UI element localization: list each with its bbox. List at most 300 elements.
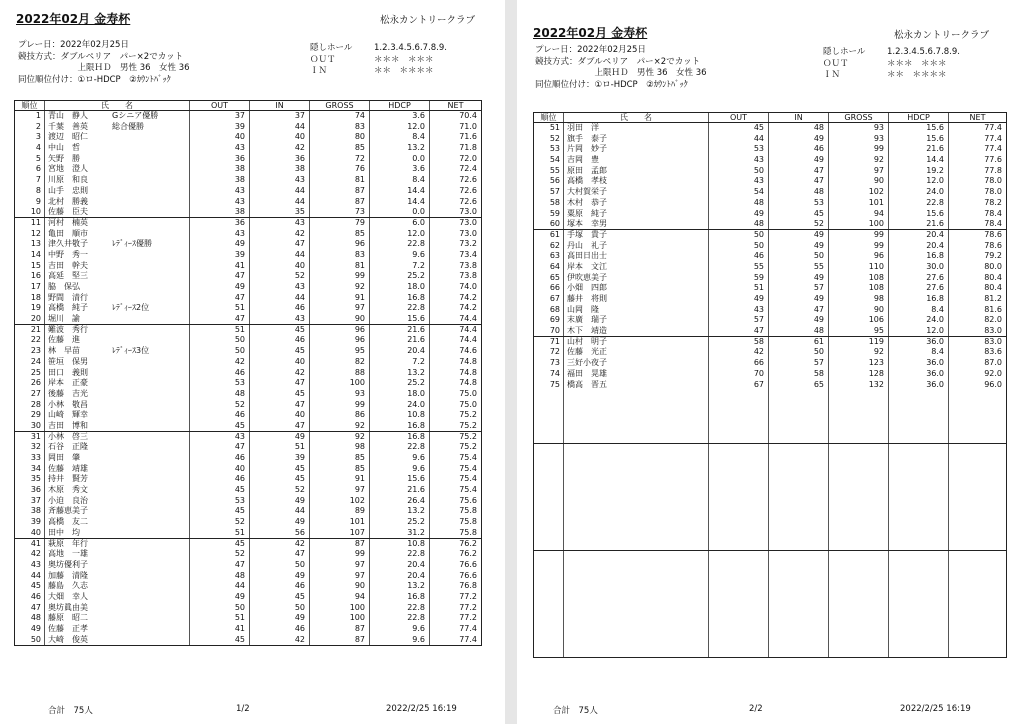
gross-cell bbox=[829, 444, 889, 455]
net-cell bbox=[949, 604, 1006, 615]
in-cell: 46 bbox=[250, 581, 310, 592]
hdcp-cell: 16.8 bbox=[889, 294, 949, 305]
table-row bbox=[15, 175, 481, 186]
hdcp-cell bbox=[889, 390, 949, 401]
name-cell bbox=[45, 389, 190, 400]
gross-cell: 80 bbox=[310, 132, 370, 143]
col-out: OUT bbox=[709, 113, 769, 122]
out-cell bbox=[709, 615, 769, 626]
hdcp-cell: 21.6 bbox=[370, 325, 430, 336]
out-cell bbox=[709, 465, 769, 476]
rank-cell: 28 bbox=[15, 400, 45, 411]
in-cell: 46 bbox=[250, 624, 310, 635]
name-cell bbox=[45, 186, 190, 197]
name-cell bbox=[45, 432, 190, 443]
hdcp-cell: 14.4 bbox=[370, 197, 430, 208]
player-name: 片岡 妙子 bbox=[567, 144, 607, 154]
in-cell: 51 bbox=[250, 442, 310, 453]
gross-cell: 128 bbox=[829, 369, 889, 380]
in-cell: 40 bbox=[250, 410, 310, 421]
rank-cell: 26 bbox=[15, 378, 45, 389]
in-cell: 47 bbox=[769, 305, 829, 316]
table-row bbox=[15, 464, 481, 475]
name-cell bbox=[45, 442, 190, 453]
hdcp-cell: 21.6 bbox=[370, 335, 430, 346]
in-cell: 49 bbox=[250, 571, 310, 582]
print-timestamp: 2022/2/25 16:19 bbox=[386, 704, 457, 714]
gross-cell bbox=[829, 476, 889, 487]
in-cell: 47 bbox=[250, 421, 310, 431]
name-cell bbox=[45, 335, 190, 346]
player-name: 奥坊眞由美 bbox=[48, 602, 88, 612]
in-cell: 65 bbox=[769, 380, 829, 391]
in-cell: 49 bbox=[769, 273, 829, 284]
hdcp-cell: 15.6 bbox=[889, 209, 949, 220]
gross-cell: 101 bbox=[310, 517, 370, 528]
in-cell bbox=[769, 561, 829, 572]
net-cell: 74.0 bbox=[459, 282, 477, 291]
player-name: 小畑 四郎 bbox=[567, 283, 607, 293]
gross-cell: 91 bbox=[310, 293, 370, 304]
out-cell: 59 bbox=[709, 273, 769, 284]
out-cell: 40 bbox=[190, 132, 250, 143]
rank-cell bbox=[534, 454, 564, 465]
out-cell bbox=[709, 572, 769, 583]
net-cell: 74.4 bbox=[459, 314, 477, 324]
name-cell bbox=[564, 390, 709, 401]
player-name: 吉岡 豊 bbox=[567, 155, 599, 165]
name-cell bbox=[564, 486, 709, 497]
in-cell bbox=[769, 497, 829, 508]
hdcp-cell: 18.0 bbox=[370, 389, 430, 400]
rank-cell bbox=[534, 636, 564, 647]
net-cell: 75.8 bbox=[459, 527, 477, 537]
out-cell: 50 bbox=[190, 603, 250, 614]
col-in: IN bbox=[250, 101, 310, 110]
hdcp-cell: 22.8 bbox=[370, 613, 430, 624]
name-cell bbox=[45, 122, 190, 133]
out-cell bbox=[709, 551, 769, 562]
table-row bbox=[15, 218, 481, 229]
rank-cell: 29 bbox=[15, 410, 45, 421]
net-cell bbox=[949, 497, 1006, 508]
hdcp-cell bbox=[889, 412, 949, 423]
net-cell: 78.4 bbox=[984, 208, 1002, 218]
out-cell: 47 bbox=[709, 326, 769, 336]
net-cell: 74.8 bbox=[459, 378, 477, 388]
in-cell: 61 bbox=[769, 337, 829, 348]
net-cell: 71.8 bbox=[459, 143, 477, 153]
table-row bbox=[534, 262, 1006, 273]
award-label: ﾚﾃﾞｨｰｽ3位 bbox=[112, 346, 150, 356]
hdcp-cell: 9.6 bbox=[370, 624, 430, 635]
hdcp-cell: 36.0 bbox=[889, 337, 949, 348]
name-cell bbox=[564, 444, 709, 455]
rank-cell: 70 bbox=[534, 326, 564, 336]
rank-cell bbox=[534, 433, 564, 443]
out-cell: 51 bbox=[709, 283, 769, 294]
player-name: 脇 保弘 bbox=[48, 282, 80, 291]
table-row bbox=[534, 187, 1006, 198]
name-cell bbox=[45, 592, 190, 603]
out-cell: 48 bbox=[709, 219, 769, 229]
in-cell: 49 bbox=[250, 496, 310, 507]
net-cell: 75.2 bbox=[459, 431, 477, 441]
hdcp-cell: 18.0 bbox=[370, 282, 430, 293]
rank-cell: 71 bbox=[534, 337, 564, 348]
name-cell bbox=[45, 624, 190, 635]
net-cell bbox=[949, 422, 1006, 433]
player-name: 佐藤 靖雄 bbox=[48, 463, 88, 473]
rank-cell bbox=[534, 572, 564, 583]
in-cell: 46 bbox=[250, 303, 310, 314]
out-cell: 50 bbox=[709, 241, 769, 252]
in-cell bbox=[769, 433, 829, 443]
table-row bbox=[534, 230, 1006, 241]
in-cell bbox=[769, 508, 829, 519]
player-name: 藤井 将則 bbox=[567, 294, 607, 303]
footer-total: 合計 75人 bbox=[553, 706, 598, 716]
player-name: 林 早苗 bbox=[48, 346, 80, 356]
player-name: 吉田 博和 bbox=[48, 420, 88, 430]
table-row bbox=[15, 186, 481, 197]
net-cell: 77.6 bbox=[984, 155, 1002, 165]
name-cell bbox=[564, 283, 709, 294]
player-name: 旗手 泰子 bbox=[567, 133, 607, 143]
player-name: 野間 清行 bbox=[48, 292, 88, 302]
net-cell: 81.2 bbox=[984, 294, 1002, 303]
name-cell bbox=[45, 485, 190, 496]
gross-cell: 96 bbox=[829, 251, 889, 262]
out-cell: 58 bbox=[709, 337, 769, 348]
gross-cell: 90 bbox=[310, 314, 370, 324]
hdcp-cell: 16.8 bbox=[370, 293, 430, 304]
gross-cell bbox=[829, 497, 889, 508]
net-cell: 73.8 bbox=[459, 260, 477, 270]
hdcp-cell: 9.6 bbox=[370, 635, 430, 646]
net-cell: 73.0 bbox=[459, 228, 477, 238]
col-out: OUT bbox=[190, 101, 250, 110]
table-row bbox=[534, 412, 1006, 423]
in-cell: 47 bbox=[250, 400, 310, 411]
out-cell: 46 bbox=[709, 251, 769, 262]
net-cell: 75.8 bbox=[459, 517, 477, 527]
out-cell bbox=[709, 529, 769, 540]
hdcp-cell: 8.4 bbox=[370, 175, 430, 186]
gross-cell: 94 bbox=[310, 592, 370, 603]
rank-cell: 60 bbox=[534, 219, 564, 229]
gross-cell: 92 bbox=[310, 432, 370, 443]
table-row bbox=[534, 144, 1006, 155]
hdcp-cell bbox=[889, 572, 949, 583]
col-in: IN bbox=[769, 113, 829, 122]
out-cell: 39 bbox=[190, 122, 250, 133]
name-cell bbox=[564, 476, 709, 487]
name-cell bbox=[564, 369, 709, 380]
table-row bbox=[15, 261, 481, 272]
name-cell bbox=[45, 464, 190, 475]
rank-cell bbox=[534, 551, 564, 562]
in-cell: 52 bbox=[769, 219, 829, 229]
net-cell bbox=[949, 615, 1006, 626]
player-name: 高橋 純子 bbox=[48, 303, 88, 313]
out-cell: 43 bbox=[709, 305, 769, 316]
hdcp-cell bbox=[889, 636, 949, 647]
player-name: 笹垣 保男 bbox=[48, 356, 88, 366]
table-row bbox=[534, 369, 1006, 380]
net-cell: 75.2 bbox=[459, 420, 477, 430]
in-cell: 42 bbox=[250, 143, 310, 154]
gross-cell: 83 bbox=[310, 250, 370, 261]
out-cell: 45 bbox=[190, 485, 250, 496]
rank-cell: 25 bbox=[15, 368, 45, 379]
net-cell: 74.4 bbox=[459, 324, 477, 334]
name-cell bbox=[564, 625, 709, 636]
out-cell: 45 bbox=[190, 539, 250, 550]
rank-cell bbox=[534, 615, 564, 626]
net-cell: 73.0 bbox=[459, 207, 477, 217]
gross-cell bbox=[829, 551, 889, 562]
net-cell: 75.0 bbox=[459, 399, 477, 409]
table-row bbox=[534, 305, 1006, 316]
gross-cell bbox=[829, 412, 889, 423]
table-row bbox=[15, 592, 481, 603]
name-cell bbox=[45, 496, 190, 507]
in-cell: 35 bbox=[250, 207, 310, 217]
table-row bbox=[534, 134, 1006, 145]
net-cell: 74.4 bbox=[459, 335, 477, 345]
player-name: 佐藤 臣夫 bbox=[48, 207, 88, 217]
name-cell bbox=[45, 197, 190, 208]
name-cell bbox=[45, 175, 190, 186]
in-cell: 44 bbox=[250, 293, 310, 304]
gross-cell: 97 bbox=[310, 485, 370, 496]
net-cell bbox=[949, 625, 1006, 636]
gross-cell: 99 bbox=[829, 230, 889, 241]
net-cell: 77.2 bbox=[459, 602, 477, 612]
name-cell bbox=[45, 293, 190, 304]
out-cell: 45 bbox=[190, 635, 250, 646]
name-cell bbox=[564, 337, 709, 348]
hdcp-cell: 36.0 bbox=[889, 358, 949, 369]
table-header bbox=[15, 101, 481, 111]
player-name: 小林 啓三 bbox=[48, 431, 88, 441]
out-cell: 52 bbox=[190, 549, 250, 560]
out-cell: 53 bbox=[190, 496, 250, 507]
in-cell: 56 bbox=[250, 528, 310, 538]
footer-total: 合計 75人 bbox=[48, 706, 93, 716]
rank-cell: 11 bbox=[15, 218, 45, 229]
net-cell: 75.0 bbox=[459, 388, 477, 398]
net-cell bbox=[949, 572, 1006, 583]
hdcp-cell: 24.0 bbox=[370, 400, 430, 411]
rank-cell: 53 bbox=[534, 144, 564, 155]
out-cell: 57 bbox=[709, 315, 769, 326]
in-cell: 44 bbox=[250, 250, 310, 261]
in-cell: 50 bbox=[250, 603, 310, 614]
table-row bbox=[534, 540, 1006, 551]
rank-cell bbox=[534, 401, 564, 412]
rank-cell bbox=[534, 497, 564, 508]
in-cell: 47 bbox=[250, 378, 310, 389]
net-cell: 83.0 bbox=[984, 336, 1002, 346]
out-cell: 44 bbox=[709, 134, 769, 145]
out-cell bbox=[709, 454, 769, 465]
in-cell bbox=[769, 572, 829, 583]
gross-cell: 100 bbox=[310, 613, 370, 624]
out-cell bbox=[709, 508, 769, 519]
in-cell: 45 bbox=[250, 592, 310, 603]
rank-cell: 49 bbox=[15, 624, 45, 635]
rank-cell: 72 bbox=[534, 347, 564, 358]
in-cell bbox=[769, 540, 829, 550]
in-cell bbox=[769, 444, 829, 455]
gross-cell: 98 bbox=[310, 442, 370, 453]
out-cell: 51 bbox=[190, 528, 250, 538]
rank-cell: 68 bbox=[534, 305, 564, 316]
name-cell bbox=[564, 123, 709, 134]
hdcp-cell: 15.6 bbox=[370, 474, 430, 485]
hdcp-cell bbox=[889, 422, 949, 433]
player-name: 高田日出士 bbox=[567, 251, 607, 261]
hdcp-cell bbox=[889, 625, 949, 636]
in-cell: 43 bbox=[250, 314, 310, 324]
gross-cell: 132 bbox=[829, 380, 889, 391]
out-cell: 41 bbox=[190, 624, 250, 635]
player-name: 岸本 正豪 bbox=[48, 378, 88, 388]
hdcp-cell bbox=[889, 518, 949, 529]
name-cell bbox=[564, 294, 709, 305]
net-cell: 73.0 bbox=[459, 217, 477, 227]
in-cell bbox=[769, 476, 829, 487]
gross-cell: 101 bbox=[829, 198, 889, 209]
out-cell: 46 bbox=[190, 410, 250, 421]
name-cell bbox=[45, 378, 190, 389]
gross-cell: 85 bbox=[310, 464, 370, 475]
hdcp-cell: 13.2 bbox=[370, 506, 430, 517]
net-cell: 71.6 bbox=[459, 132, 477, 142]
player-name: 小迫 良治 bbox=[48, 495, 88, 505]
out-cell bbox=[709, 561, 769, 572]
name-cell bbox=[45, 229, 190, 240]
gross-cell bbox=[829, 486, 889, 497]
hdcp-cell: 20.4 bbox=[889, 241, 949, 252]
rank-cell: 5 bbox=[15, 154, 45, 165]
net-cell: 75.8 bbox=[459, 506, 477, 516]
rank-cell: 61 bbox=[534, 230, 564, 241]
hdcp-cell: 7.2 bbox=[370, 261, 430, 272]
net-cell bbox=[949, 540, 1006, 550]
out-cell bbox=[709, 518, 769, 529]
net-cell bbox=[949, 465, 1006, 476]
table-row bbox=[534, 454, 1006, 465]
in-cell: 49 bbox=[769, 315, 829, 326]
table-row bbox=[15, 635, 481, 646]
name-cell bbox=[45, 111, 190, 122]
gross-cell: 88 bbox=[310, 368, 370, 379]
hdcp-cell bbox=[889, 529, 949, 540]
name-cell bbox=[45, 400, 190, 411]
gross-cell: 93 bbox=[310, 389, 370, 400]
rank-cell: 20 bbox=[15, 314, 45, 324]
hdcp-cell: 16.8 bbox=[370, 432, 430, 443]
net-cell bbox=[949, 529, 1006, 540]
player-name: 萩原 年行 bbox=[48, 538, 88, 548]
net-cell: 77.2 bbox=[459, 613, 477, 623]
table-row bbox=[15, 335, 481, 346]
gross-cell: 90 bbox=[310, 581, 370, 592]
rank-cell: 57 bbox=[534, 187, 564, 198]
in-cell: 58 bbox=[769, 369, 829, 380]
hdcp-cell: 7.2 bbox=[370, 357, 430, 368]
net-cell: 76.2 bbox=[459, 549, 477, 559]
hdcp-cell: 25.2 bbox=[370, 378, 430, 389]
gross-cell: 73 bbox=[310, 207, 370, 217]
table-row bbox=[534, 433, 1006, 444]
name-cell bbox=[564, 518, 709, 529]
in-cell bbox=[769, 593, 829, 604]
player-name: 高橋 孝枝 bbox=[567, 176, 607, 186]
rank-cell: 58 bbox=[534, 198, 564, 209]
in-cell: 57 bbox=[769, 358, 829, 369]
table-row bbox=[15, 485, 481, 496]
name-cell bbox=[564, 187, 709, 198]
in-cell: 43 bbox=[250, 175, 310, 186]
net-cell: 77.8 bbox=[984, 165, 1002, 175]
name-cell bbox=[45, 410, 190, 421]
sheet-title: 2022年02月 金寿杯 bbox=[16, 12, 131, 26]
table-row bbox=[15, 207, 481, 218]
rank-cell: 42 bbox=[15, 549, 45, 560]
player-name: 福田 晃雄 bbox=[567, 368, 607, 378]
table-row bbox=[15, 314, 481, 325]
hdcp-cell: 8.4 bbox=[889, 305, 949, 316]
name-cell bbox=[564, 326, 709, 336]
net-cell: 78.4 bbox=[984, 219, 1002, 229]
table-row bbox=[534, 444, 1006, 455]
name-cell bbox=[45, 325, 190, 336]
gross-cell: 98 bbox=[829, 294, 889, 305]
table-row bbox=[15, 132, 481, 143]
gross-cell: 82 bbox=[310, 357, 370, 368]
name-cell bbox=[45, 282, 190, 293]
in-cell bbox=[769, 636, 829, 647]
out-cell bbox=[709, 412, 769, 423]
net-cell bbox=[949, 444, 1006, 455]
out-cell: 48 bbox=[190, 389, 250, 400]
hdcp-cell: 10.8 bbox=[370, 410, 430, 421]
rank-cell: 47 bbox=[15, 603, 45, 614]
gross-cell: 106 bbox=[829, 315, 889, 326]
in-cell bbox=[769, 465, 829, 476]
name-cell bbox=[45, 218, 190, 229]
gross-cell: 95 bbox=[829, 326, 889, 336]
table-row bbox=[534, 358, 1006, 369]
in-cell: 38 bbox=[250, 164, 310, 175]
table-row bbox=[15, 453, 481, 464]
out-cell: 50 bbox=[190, 346, 250, 357]
hdcp-cell: 24.0 bbox=[889, 315, 949, 326]
name-cell bbox=[564, 412, 709, 423]
table-row bbox=[15, 368, 481, 379]
in-cell: 45 bbox=[250, 346, 310, 357]
net-cell: 75.4 bbox=[459, 485, 477, 495]
gross-cell bbox=[829, 561, 889, 572]
gross-cell: 83 bbox=[310, 122, 370, 133]
rank-cell bbox=[534, 540, 564, 550]
gross-cell: 81 bbox=[310, 175, 370, 186]
net-cell: 92.0 bbox=[984, 368, 1002, 378]
